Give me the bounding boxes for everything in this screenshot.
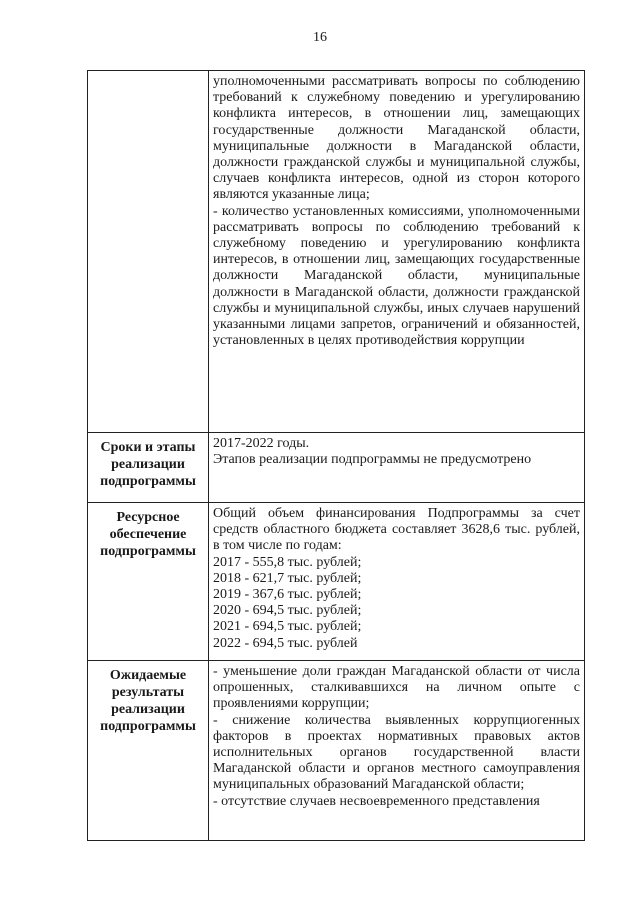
paragraph: - снижение количества выявленных коррупциогенных факторов в проектах нормативных правовых актов исполнительных органов государственной власти Магаданской области и органов местного самоуправления муниципальных образований Магаданской области;: [213, 712, 580, 793]
paragraph: 2021 - 694,5 тыс. рублей;: [213, 619, 362, 635]
table-row-expected-results: [88, 661, 585, 841]
row-content: [209, 433, 585, 503]
paragraph: 2018 - 621,7 тыс. рублей;: [213, 570, 362, 586]
table-row-terms: [88, 433, 585, 503]
paragraph: - отсутствие случаев несвоевременного представления: [213, 793, 540, 809]
row-content: [209, 661, 585, 841]
row-label: Ресурсное обеспечение подпрограммы: [88, 503, 209, 661]
paragraph: Общий объем финансирования Подпрограммы за счет средств областного бюджета составляет 3628,6 тыс. рублей, в том числе по годам:: [213, 506, 580, 554]
paragraph: 2017-2022 годы.: [213, 436, 310, 451]
page-number: 16: [313, 30, 327, 45]
paragraph: уполномоченными рассматривать вопросы по соблюдению требований к служебному поведению и урегулированию конфликта интересов, в отношении лиц, замещающих государственные должности Магаданской области, муниципальные должности в Магаданской области, должности гражданской службы и муниципальной службы, случаев конфликта интересов, одной из сторон которого являются указанные лица;: [213, 74, 580, 203]
row-content: [209, 503, 585, 661]
table-row-resources: [88, 503, 585, 661]
paragraph: - количество установленных комиссиями, уполномоченными рассматривать вопросы по соблюдению требований к служебному поведению и урегулированию конфликта интересов, в отношении лиц, замещающих государственные должности Магаданской области, муниципальные должности в Магаданской области, должности гражданской службы и муниципальной службы, иных случаев нарушений указанными лицами запретов, ограничений и обязанностей, установленных в целях противодействия коррупции: [213, 203, 580, 349]
paragraph: 2022 - 694,5 тыс. рублей: [213, 635, 358, 651]
passport-table: [87, 70, 585, 841]
row-label: [88, 71, 209, 433]
paragraph: 2019 - 367,6 тыс. рублей;: [213, 587, 362, 603]
row-label: Сроки и этапы реализации подпрограммы: [88, 433, 209, 503]
paragraph: Этапов реализации подпрограммы не предусмотрено: [213, 452, 532, 468]
paragraph: - уменьшение доли граждан Магаданской области от числа опрошенных, сталкивавшихся на личном опыте с проявлениями коррупции;: [213, 664, 580, 712]
paragraph: 2017 - 555,8 тыс. рублей;: [213, 554, 362, 570]
paragraph: 2020 - 694,5 тыс. рублей;: [213, 603, 362, 619]
row-content: [209, 71, 585, 433]
table-row-continuation: [88, 71, 585, 433]
row-label: Ожидаемые результаты реализации подпрограммы: [88, 661, 209, 841]
